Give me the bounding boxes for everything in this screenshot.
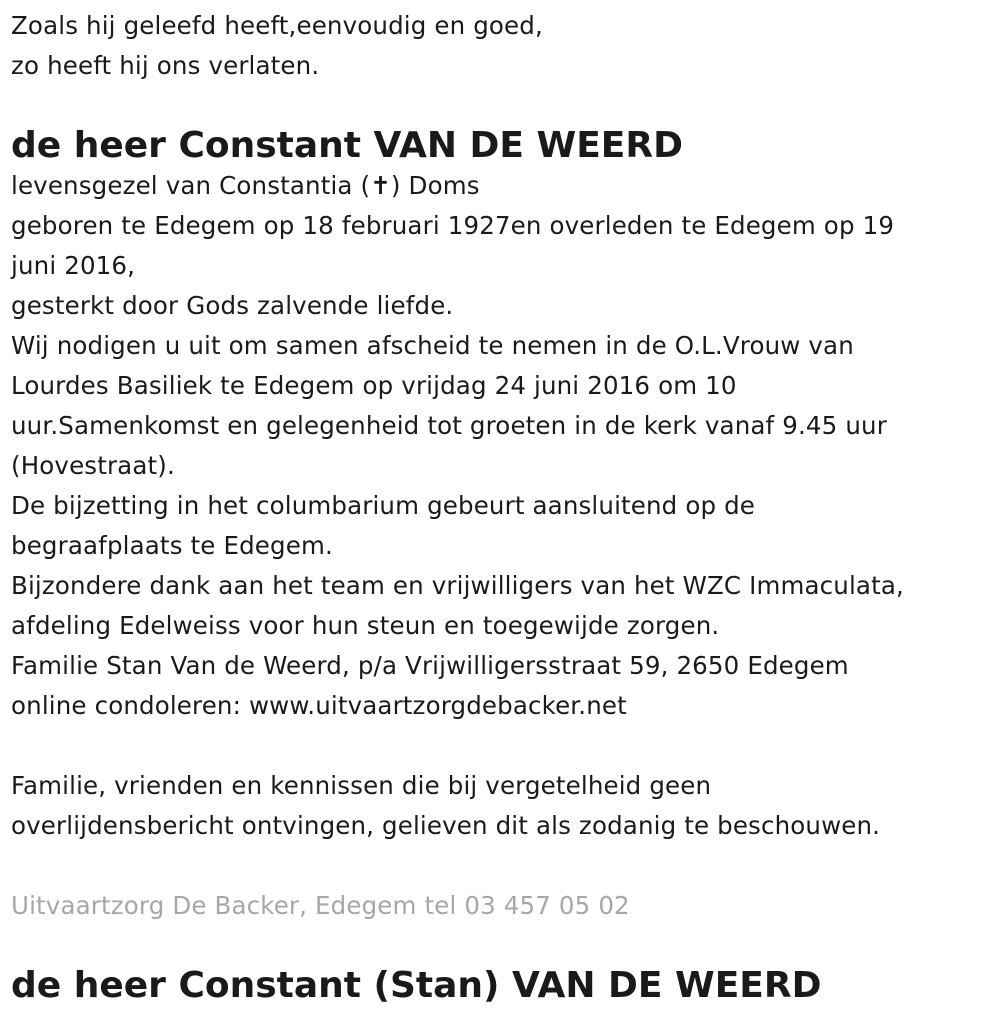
body-line: juni 2016, (11, 251, 136, 280)
body-line: (Hovestraat). (11, 451, 175, 480)
intro-line: Zoals hij geleefd heeft,eenvoudig en goed, (11, 11, 543, 40)
deceased-name: de heer Constant VAN DE WEERD (11, 125, 683, 166)
spacer (11, 726, 986, 766)
body-line: Wij nodigen u uit om samen afscheid te nemen in de O.L.Vrouw van (11, 331, 854, 360)
notice-body (11, 166, 986, 726)
body-line: geboren te Edegem op 18 februari 1927en overleden te Edegem op 19 (11, 211, 895, 240)
funeral-home-contact: Uitvaartzorg De Backer, Edegem tel 03 457 05 02 (11, 891, 630, 920)
intro-quote (11, 6, 986, 86)
spacer (11, 846, 986, 886)
online-condolence[interactable]: online condoleren: www.uitvaartzorgdebacker.net (11, 691, 627, 720)
family-address: Familie Stan Van de Weerd, p/a Vrijwilligersstraat 59, 2650 Edegem (11, 651, 849, 680)
obituary-page (11, 0, 986, 1006)
body-line: uur.Samenkomst en gelegenheid tot groeten in de kerk vanaf 9.45 uur (11, 411, 887, 440)
body-line: Bijzondere dank aan het team en vrijwilligers van het WZC Immaculata, (11, 571, 904, 600)
body-line: begraafplaats te Edegem. (11, 531, 333, 560)
second-deceased-name: de heer Constant (Stan) VAN DE WEERD (11, 965, 822, 1006)
closing-note (11, 766, 986, 846)
body-line: Lourdes Basiliek te Edegem op vrijdag 24 juni 2016 om 10 (11, 371, 737, 400)
body-line: afdeling Edelweiss voor hun steun en toegewijde zorgen. (11, 611, 720, 640)
body-line: levensgezel van Constantia (✝) Doms (11, 171, 480, 200)
intro-line: zo heeft hij ons verlaten. (11, 51, 320, 80)
body-line: De bijzetting in het columbarium gebeurt aansluitend op de (11, 491, 756, 520)
body-line: gesterkt door Gods zalvende liefde. (11, 291, 454, 320)
closing-line: overlijdensbericht ontvingen, gelieven dit als zodanig te beschouwen. (11, 811, 881, 840)
closing-line: Familie, vrienden en kennissen die bij vergetelheid geen (11, 771, 712, 800)
